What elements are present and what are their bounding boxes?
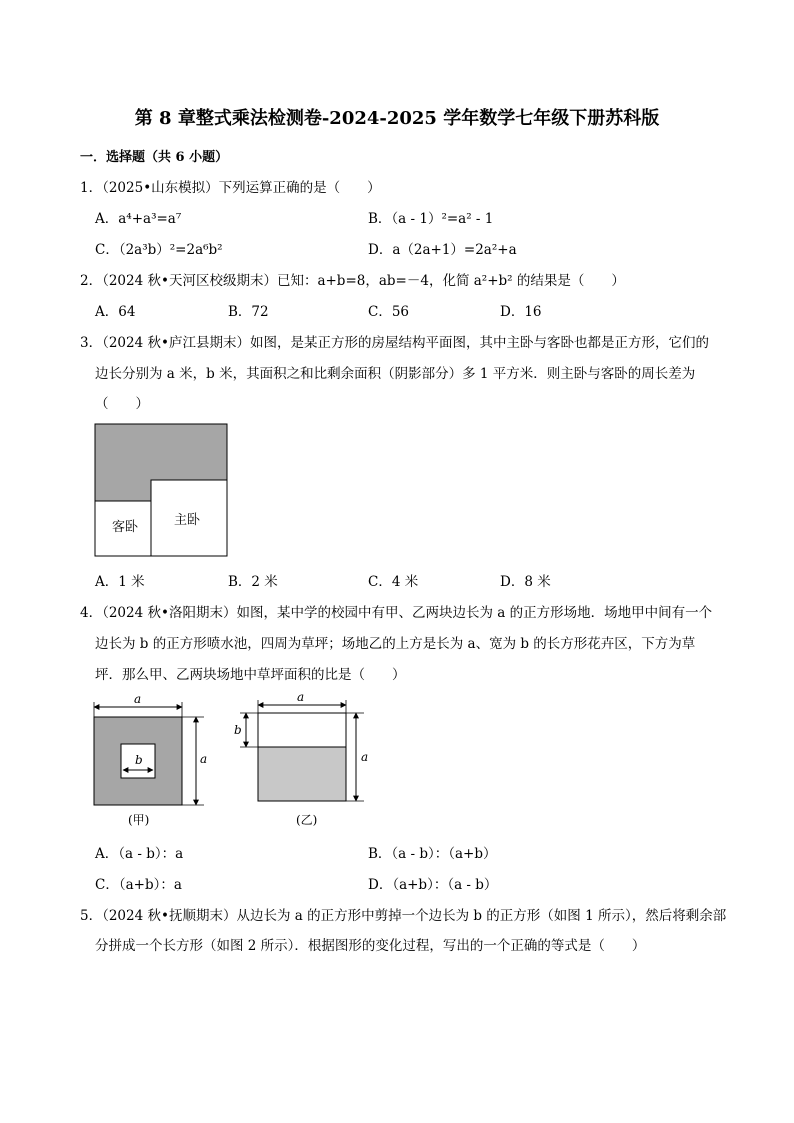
field-yi-caption: (乙) bbox=[296, 813, 318, 827]
q3-option-a: A．1 米 bbox=[95, 574, 145, 590]
q4-option-d: D．（a+b）：（a - b） bbox=[368, 877, 498, 893]
q2-option-b: B．72 bbox=[228, 304, 269, 320]
jia-height-label: a bbox=[200, 752, 208, 766]
q3-option-c: C．4 米 bbox=[368, 574, 419, 590]
q4-option-c: C．（a+b）：a bbox=[95, 877, 182, 893]
field-jia bbox=[94, 692, 207, 827]
q4-option-b: B．（a - b）：（a+b） bbox=[368, 846, 497, 862]
field-jia-caption: (甲) bbox=[128, 813, 150, 827]
question-5-line-2: 分拼成一个长方形（如图 2 所示）．根据图形的变化过程，写出的一个正确的等式是（ ） bbox=[95, 938, 646, 954]
question-3-line-1: 3．（2024 秋•庐江县期末）如图，是某正方形的房屋结构平面图，其中主卧与客卧也都是正方形，它们的 bbox=[80, 335, 709, 351]
yi-flower-height-label: b bbox=[234, 723, 242, 737]
q1-option-c: C．（2a³b）²=2a⁶b² bbox=[95, 242, 223, 258]
q1-option-b: B．（a - 1）²=a² - 1 bbox=[368, 211, 494, 227]
jia-width-label: a bbox=[134, 692, 142, 706]
q1-option-a: A．a⁴+a³=a⁷ bbox=[95, 211, 182, 227]
question-2-stem: 2．（2024 秋•天河区校级期末）已知：a+b=8，ab=－4，化简 a²+b² 的结果是（ ） bbox=[80, 273, 625, 289]
question-1-stem: 1．（2025•山东模拟）下列运算正确的是（ ） bbox=[80, 180, 381, 196]
section-heading: 一．选择题（共 6 小题） bbox=[80, 150, 229, 165]
q3-option-b: B．2 米 bbox=[228, 574, 278, 590]
field-yi-lawn bbox=[258, 747, 346, 801]
master-room-label: 主卧 bbox=[174, 513, 201, 528]
yi-height-label: a bbox=[361, 750, 369, 764]
q3-floorplan-figure bbox=[93, 422, 229, 558]
q2-option-d: D．16 bbox=[500, 304, 542, 320]
question-3-line-2: 边长分别为 a 米，b 米，其面积之和比剩余面积（阴影部分）多 1 平方米．则主卧与客卧的周长差为 bbox=[95, 366, 696, 382]
q1-option-d: D．a（2a+1）=2a²+a bbox=[368, 242, 517, 258]
question-4-line-3: 坪．那么甲、乙两块场地中草坪面积的比是（ ） bbox=[95, 667, 406, 683]
q3-option-d: D．8 米 bbox=[500, 574, 551, 590]
q4-option-a: A．（a - b）：a bbox=[95, 846, 184, 862]
question-3-line-3: （ ） bbox=[95, 396, 149, 412]
guest-room-label: 客卧 bbox=[112, 520, 139, 535]
page-title: 第 8 章整式乘法检测卷-2024-2025 学年数学七年级下册苏科版 bbox=[134, 108, 660, 129]
yi-width-label: a bbox=[297, 690, 305, 704]
pool-width-label: b bbox=[135, 753, 143, 767]
question-4-line-1: 4．（2024 秋•洛阳期末）如图，某中学的校园中有甲、乙两块边长为 a 的正方形场地．场地甲中间有一个 bbox=[80, 605, 713, 621]
q2-option-a: A．64 bbox=[95, 304, 136, 320]
question-5-line-1: 5．（2024 秋•抚顺期末）从边长为 a 的正方形中剪掉一个边长为 b 的正方形（如图 1 所示），然后将剩余部 bbox=[80, 908, 727, 924]
field-yi bbox=[234, 690, 368, 827]
q2-option-c: C．56 bbox=[368, 304, 410, 320]
q4-fields-figure bbox=[88, 690, 378, 830]
question-4-line-2: 边长为 b 的正方形喷水池，四周为草坪；场地乙的上方是长为 a、宽为 b 的长方形花卉区，下方为草 bbox=[95, 636, 696, 652]
